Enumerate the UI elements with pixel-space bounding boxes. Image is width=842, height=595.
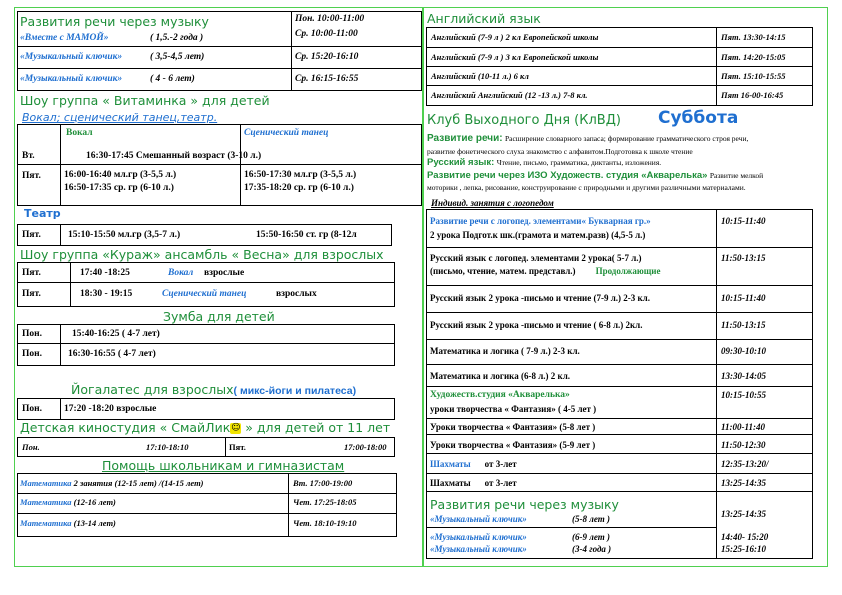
school-row-name: Математика <box>20 478 72 488</box>
music-row-time: Ср. 10:00-11:00 <box>295 29 358 39</box>
english-row-time: Пят 16-00-16:45 <box>721 90 784 100</box>
yoga-title-main: Йогалатес для взрослых <box>71 382 234 397</box>
zumba-day: Пон. <box>22 329 42 339</box>
sat-row-text: Русский язык с логопед. элементами 2 урока( 5-7 л.) <box>430 253 642 263</box>
club-day: Суббота <box>658 108 739 128</box>
kino-title-2: » для детей от 11 лет <box>241 420 391 435</box>
right-music-title: Развития речи через музыку <box>430 497 619 512</box>
sat-row-time: 11:00-11:40 <box>721 422 765 432</box>
right-music-name: «Музыкальный ключик» <box>430 532 527 542</box>
zumba-text: 15:40-16:25 ( 4-7 лет) <box>72 329 160 339</box>
sat-row-time: 11:50-12:30 <box>721 440 766 450</box>
sat-row-time: 11:50-13:15 <box>721 253 766 263</box>
fri-day: Пят. <box>22 171 41 181</box>
yoga-day: Пон. <box>22 404 42 414</box>
zumba-title: Зумба для детей <box>163 309 275 324</box>
tue-text: 16:30-17:45 Смешанный возраст (3-10 л.) <box>86 151 262 161</box>
music-row-name: «Вместе с МАМОЙ» <box>20 33 109 43</box>
sat-row-text: Русский язык 2 урока -письмо и чтение (7-9 л.) 2-3 кл. <box>430 293 650 303</box>
sat-row-time: 09:30-10:10 <box>721 346 766 356</box>
sat-row-text2: уроки творчества « Фантазия» ( 4-5 лет ) <box>430 404 597 414</box>
zumba-day: Пон. <box>22 349 42 359</box>
sat-row-time: 13:30-14:05 <box>721 371 766 381</box>
vocal-header: Вокал <box>66 128 93 138</box>
music-row-time: Ср. 15:20-16:10 <box>295 52 359 62</box>
dev-line <box>427 133 748 144</box>
tue-day: Вт. <box>22 151 35 161</box>
sat-row-0 <box>430 216 651 226</box>
english-row-time: Пят. 14:20-15:05 <box>721 52 786 62</box>
theatre-day: Пят. <box>22 230 41 240</box>
music-row-name: «Музыкальный ключик» <box>20 52 123 62</box>
english-row-text: Английский (7-9 л ) 2 кл Европейской школы <box>431 32 599 42</box>
sat-row-extra: Продолжающие <box>595 266 661 276</box>
school-row-name: Математика <box>20 518 72 528</box>
theatre-2: 15:50-16:50 ст. гр (8-12л <box>256 230 357 240</box>
music-title: Развития речи через музыку <box>20 14 209 29</box>
right-music-age: (6-9 лет ) <box>572 532 610 542</box>
kurazh-day: Пят. <box>22 289 41 299</box>
yoga-title <box>71 382 356 397</box>
sat-row-text-b: от 3-лет <box>484 459 517 469</box>
right-music-time: 13:25-14:35 <box>721 509 766 519</box>
rus-label: Русский язык: <box>427 157 495 168</box>
zumba-text: 16:30-16:55 ( 4-7 лет) <box>68 349 156 359</box>
kino-title <box>20 420 390 435</box>
dev-text-2: развитие фонетического слуха знакомство с алфавитом.Подготовка к школе чтение <box>427 147 693 156</box>
english-title: Английский язык <box>427 11 541 26</box>
school-row-text: (12-16 лет) <box>73 497 116 507</box>
school-row-time: Чет. 17:25-18:05 <box>293 497 357 507</box>
sat-row-time: 10:15-11:40 <box>721 293 766 303</box>
sat-row-1b <box>430 266 660 276</box>
izo-line <box>427 170 763 181</box>
kurazh-time: 18:30 - 19:15 <box>80 289 133 299</box>
school-row-name: Математика <box>20 497 72 507</box>
club-title: Клуб Выходного Дня (КлВД) <box>427 113 621 128</box>
sat-row-time: 10:15-10:55 <box>721 390 766 400</box>
fri-dance-2: 17:35-18:20 ср. гр (6-10 л.) <box>244 183 354 193</box>
sat-row-9 <box>430 459 517 469</box>
right-music-name: «Музыкальный ключик» <box>430 544 527 554</box>
school-row-text: (13-14 лет) <box>73 518 116 528</box>
sat-row-text: Шахматы <box>430 478 471 488</box>
dance-header: Сценический танец <box>244 128 329 138</box>
kurazh-who: взрослых <box>276 289 317 299</box>
english-row-text: Английский Английский (12 -13 л.) 7-8 кл. <box>431 90 588 100</box>
theatre-1: 15:10-15:50 мл.гр (3,5-7 л.) <box>68 230 181 240</box>
kino-title-1: Детская киностудия « СмайЛик <box>20 420 231 435</box>
music-row-age: ( 3,5-4,5 лет) <box>150 52 205 62</box>
school-row <box>20 497 116 507</box>
kurazh-name: Вокал <box>168 268 194 278</box>
yoga-title-extra: ( микс-йоги и пилатеса) <box>233 385 357 397</box>
right-music-time: 14:40- 15:20 <box>721 532 769 542</box>
school-row-text: 2 занятия (12-15 лет) /(14-15 лет) <box>73 478 204 488</box>
fri-vocal-1: 16:00-16:40 мл.гр (3-5,5 л.) <box>64 170 177 180</box>
fri-vocal-2: 16:50-17:35 ср. гр (6-10 л.) <box>64 183 174 193</box>
sat-row-text: Шахматы <box>430 459 471 469</box>
english-row-text: Английский (10-11 л.) 6 кл <box>431 71 529 81</box>
music-row-time: Ср. 16:15-16:55 <box>295 74 359 84</box>
english-row-time: Пят. 15:10-15:55 <box>721 71 786 81</box>
music-row-name: «Музыкальный ключик» <box>20 74 123 84</box>
school-row-time: Вт. 17:00-19:00 <box>293 478 353 488</box>
dev-label: Развитие речи: <box>427 133 503 144</box>
izo-text-1: Развитие мелкой <box>709 171 764 180</box>
english-row-time: Пят. 13:30-14:15 <box>721 32 786 42</box>
school-title: Помощь школьникам и гимназистам <box>102 458 345 473</box>
vitaminka-title: Шоу группа « Витаминка » для детей <box>20 93 270 108</box>
english-row-text: Английский (7-9 л ) 3 кл Европейской школы <box>431 52 599 62</box>
sat-row-text: Русский язык 2 урока -письмо и чтение ( 6-8 л.) 2кл. <box>430 320 643 330</box>
sat-row-time: 10:15-11:40 <box>721 216 766 226</box>
school-row-time: Чет. 18:10-19:10 <box>293 518 357 528</box>
school-row <box>20 518 116 528</box>
sat-row-text: Уроки творчества « Фантазия» (5-9 лет ) <box>430 440 596 450</box>
sat-row-time: 13:25-14:35 <box>721 478 766 488</box>
kino-time2: 17:00-18:00 <box>344 442 387 452</box>
sat-row-text2: (письмо, чтение, матем. представл.) <box>430 266 576 276</box>
theatre-label: Театр <box>24 207 61 220</box>
sat-row-text: Математика и логика ( 7-9 л.) 2-3 кл. <box>430 346 580 356</box>
rus-text: Чтение, письмо, грамматика, диктанты, изложения. <box>496 158 662 167</box>
music-row-age: ( 1,5.-2 года ) <box>150 33 204 43</box>
right-music-age: (3-4 года ) <box>572 544 612 554</box>
sat-row-time: 11:50-13:15 <box>721 320 766 330</box>
sat-row-text: Развитие речи с логопед. элементами« Букварная гр.» <box>430 216 651 226</box>
kurazh-name: Сценический танец <box>162 289 247 299</box>
sat-row-text: Математика и логика (6-8 л.) 2 кл. <box>430 371 571 381</box>
music-row-age: ( 4 - 6 лет) <box>150 74 195 84</box>
kurazh-time: 17:40 -18:25 <box>80 268 130 278</box>
yoga-text: 17:20 -18:20 взрослые <box>64 404 157 414</box>
right-music-name: «Музыкальный ключик» <box>430 514 527 524</box>
sat-row-text: Художеств.студия «Акварелька» <box>430 390 570 400</box>
right-music-age: (5-8 лет ) <box>572 514 610 524</box>
izo-text-2: моторики , лепка, рисование, конструирование с природными и другими различными материалами. <box>427 183 746 192</box>
sat-row-text2: 2 урока Подгот.к шк.(грамота и матем.разв) (4,5-5 л.) <box>430 230 646 240</box>
vitaminka-subtitle: Вокал; сценический танец,театр. <box>22 111 218 124</box>
fri-dance-1: 16:50-17:30 мл.гр (3-5,5 л.) <box>244 170 357 180</box>
izo-label: Развитие речи через ИЗО Художеств. студия «Акварелька» <box>427 170 708 181</box>
kurazh-who: взрослые <box>204 268 245 278</box>
right-music-time: 15:25-16:10 <box>721 544 766 554</box>
sat-row-time: 12:35-13:20/ <box>721 459 769 469</box>
sat-row-10 <box>430 478 517 488</box>
kurazh-day: Пят. <box>22 268 41 278</box>
smiley-icon: ☺ <box>231 423 241 433</box>
sat-row-text: Уроки творчества « Фантазия» (5-8 лет ) <box>430 422 596 432</box>
school-row <box>20 478 204 488</box>
kino-time1: 17:10-18:10 <box>146 442 189 452</box>
rus-line <box>427 157 661 168</box>
dev-text-1: Расширение словарного запаса; формирование грамматического строя речи, <box>504 134 749 143</box>
kino-day1: Пон. <box>22 442 40 452</box>
kino-day2: Пят. <box>229 442 246 452</box>
sat-row-text-b: от 3-лет <box>484 478 517 488</box>
music-row-time: Пон. 10:00-11:00 <box>295 14 365 24</box>
kurazh-title: Шоу группа «Кураж» ансамбль « Весна» для взрослых <box>20 247 384 262</box>
kino-row <box>17 437 395 457</box>
indiv-label: Индивид. занятия с логопедом <box>431 198 554 208</box>
